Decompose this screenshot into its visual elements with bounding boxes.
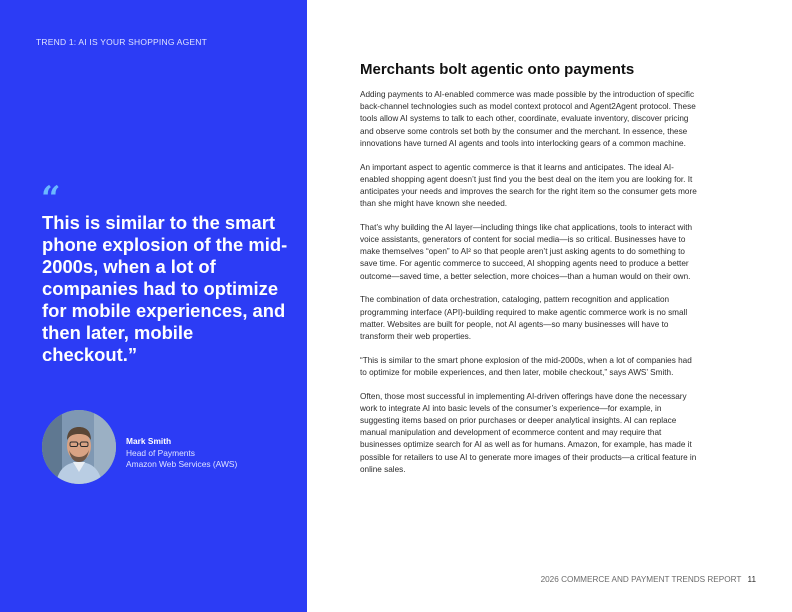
portrait-photo	[42, 410, 116, 484]
article	[360, 60, 700, 487]
article-paragraph: The combination of data orchestration, cataloging, pattern recognition and application programming interface (API)-building required to make agentic commerce work is no small matter. Websites are built for people, not AI agents—so many businesses will have to transform their web properties.	[360, 295, 688, 341]
article-paragraph: Often, those most successful in implementing AI-driven offerings have done the necessary work to integrate AI into basic levels of the consumer’s experience—for example, in suggesting items based on prior purchases or deeper analytical insights. AI can replace manual manipulation and development of ecommerce content and may require that businesses optimize search for AI as well as for humans. Amazon, for example, has made it possible for retailers to use AI to generate more images of their products—a critical feature in online sales.	[360, 391, 697, 474]
person-name: Mark Smith	[126, 436, 172, 446]
person-company: Amazon Web Services (AWS)	[126, 459, 238, 469]
section-label: TREND 1: AI IS YOUR SHOPPING AGENT	[36, 37, 208, 47]
person-title: Head of Payments	[126, 447, 195, 458]
article-paragraph: “This is similar to the smart phone explosion of the mid-2000s, when a lot of companies had to optimize for mobile experiences, and then later, mobile checkout,” says AWS’ Smith.	[360, 355, 692, 377]
pull-quote: This is similar to the smart phone explosion of the mid-2000s, when a lot of companies had to optimize for mobile experiences, and then later, mobile checkout.”	[42, 212, 288, 365]
article-paragraph: That’s why building the AI layer—including things like chat applications, tools to interact with voice assistants, generators of content for social media—is so critical. Businesses have to make themselves “open” to AI² so that people aren’t just asking agents to do something to save time. For agentic commerce to succeed, AI shopping agents need to produce a better outcome—saved time, a better selection, more choices—than a human would on their own.	[360, 222, 693, 281]
article-heading: Merchants bolt agentic onto payments	[360, 61, 635, 78]
left-panel	[0, 0, 307, 612]
report-title: 2026 COMMERCE AND PAYMENT TRENDS REPORT	[540, 575, 742, 584]
page-footer	[541, 575, 756, 584]
article-paragraph: Adding payments to AI-enabled commerce was made possible by the introduction of specific back-channel technologies such as model context protocol and Agent2Agent protocol. These tools allow AI systems to talk to each other, coordinate, evaluate inventory, discover pricing and observe some controls set both by the consumer and the merchant. In essence, these innovations have turned AI agents and tools into interlocking gears of a common machine.	[360, 90, 696, 148]
avatar	[42, 410, 116, 484]
quote-mark-icon: “	[41, 179, 61, 219]
article-paragraph: An important aspect to agentic commerce is that it learns and anticipates. The ideal AI-enabled shopping agent doesn’t just find you the best deal on the item you are looking for. It anticipates your needs and improves the search for the right item so the consumer gets more than she might have known she needed.	[360, 162, 697, 209]
page-number: 11	[747, 575, 756, 584]
person-credit	[126, 436, 237, 471]
